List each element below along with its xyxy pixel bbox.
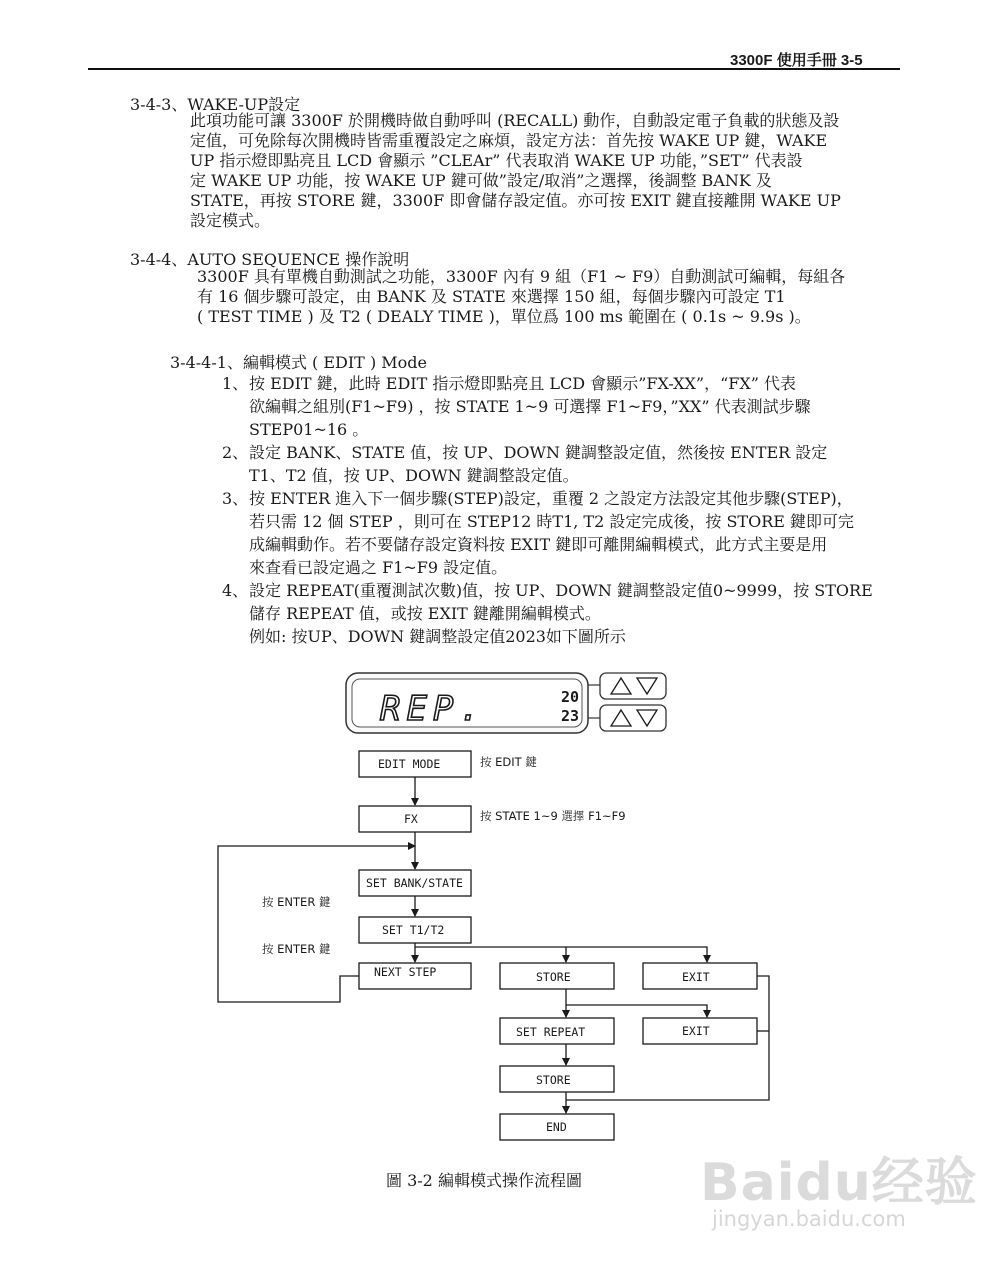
section-343-line: 定值，可免除每次開機時皆需重覆設定之麻煩，設定方法：首先按 WAKE UP 鍵，WAKE [190, 131, 828, 150]
section-343-line: 定 WAKE UP 功能，按 WAKE UP 鍵可做”設定/取消”之選擇，後調整 BANK 及 [190, 171, 772, 190]
flow-label-next-step: NEXT STEP [374, 965, 437, 979]
list-item-line: 設定 BANK、STATE 值，按 UP、DOWN 鍵調整設定值，然後按 ENTER 設定 [249, 443, 828, 462]
figure-caption: 圖 3-2 編輯模式操作流程圖 [386, 1171, 582, 1190]
lcd-display [346, 673, 666, 733]
list-item-line: 設定 REPEAT(重覆測試次數)值，按 UP、DOWN 鍵調整設定值0~9999，按 STORE [249, 581, 873, 600]
list-item-line: 例如: 按UP、DOWN 鍵調整設定值2023如下圖所示 [249, 627, 626, 646]
flow-label-set-t1t2: SET T1/T2 [382, 923, 445, 937]
list-item-number: 4、 [222, 581, 249, 600]
list-item-number: 2、 [222, 443, 249, 462]
section-343-heading: 3-4-3、WAKE-UP設定 [130, 95, 301, 114]
section-344-line: 3300F 具有單機自動測試之功能，3300F 內有 9 組（F1 ~ F9）自動測試可編輯，每組各 [197, 267, 846, 286]
lcd-top-digits: 20 [561, 688, 580, 706]
list-item-line: 欲編輯之組別(F1~F9) ，按 STATE 1~9 可選擇 F1~F9，”XX” 代表測試步驟 [249, 397, 811, 416]
section-3441-heading: 3-4-4-1、編輯模式 ( EDIT ) Mode [170, 353, 427, 372]
list-item-line: 儲存 REPEAT 值，或按 EXIT 鍵離開編輯模式。 [249, 604, 601, 623]
lcd-bottom-digits: 23 [561, 707, 580, 725]
flow-label-end: END [546, 1120, 567, 1134]
flow-label-store-1: STORE [536, 970, 571, 984]
flow-annotation-press-enter-2: 按 ENTER 鍵 [262, 942, 331, 956]
flow-label-store-2: STORE [536, 1073, 571, 1087]
flow-label-exit-2: EXIT [682, 1024, 710, 1038]
flow-annotation-press-edit: 按 EDIT 鍵 [480, 755, 537, 769]
list-item-line: 按 ENTER 進入下一個步驟(STEP)設定，重覆 2 之設定方法設定其他步驟(STEP)， [249, 489, 853, 508]
list-item-line: 成編輯動作。若不要儲存設定資料按 EXIT 鍵即可離開編輯模式，此方式主要是用 [249, 535, 828, 554]
list-item-line: T1、T2 值，按 UP、DOWN 鍵調整設定值。 [249, 466, 579, 485]
list-item-number: 3、 [222, 489, 249, 508]
section-344-line: 有 16 個步驟可設定，由 BANK 及 STATE 來選擇 150 組，每個步驟內可設定 T1 [197, 287, 786, 306]
watermark-logo: Baidu经验 [700, 1153, 978, 1213]
lcd-top-button-frame [600, 673, 666, 699]
section-343-line: UP 指示燈即點亮且 LCD 會顯示 ”CLEAr” 代表取消 WAKE UP 功能，”SET” 代表設 [190, 151, 803, 170]
flow-label-set-repeat: SET REPEAT [516, 1025, 586, 1039]
list-item-line: STEP01~16 。 [249, 420, 369, 439]
section-343-line: STATE，再按 STORE 鍵，3300F 即會儲存設定值。亦可按 EXIT 鍵直接離開 WAKE UP [190, 191, 841, 210]
flow-label-set-bank-state: SET BANK/STATE [366, 876, 463, 890]
section-343-line: 此項功能可讓 3300F 於開機時做自動呼叫 (RECALL) 動作，自動設定電子負載的狀態及設 [190, 111, 840, 130]
flow-annotation-press-enter-1: 按 ENTER 鍵 [262, 895, 331, 909]
list-item-line: 若只需 12 個 STEP ，則可在 STEP12 時T1, T2 設定完成後，按 STORE 鍵即可完 [249, 512, 855, 531]
list-item-line: 來查看已設定過之 F1~F9 設定值。 [249, 558, 508, 577]
section-343-line: 設定模式。 [190, 211, 271, 230]
section-344-heading: 3-4-4、AUTO SEQUENCE 操作說明 [130, 250, 410, 269]
flow-label-edit-mode: EDIT MODE [378, 757, 441, 771]
list-item-number: 1、 [222, 374, 249, 393]
flow-annotation-press-state: 按 STATE 1~9 選擇 F1~F9 [480, 809, 626, 823]
flow-label-fx: FX [404, 812, 418, 826]
lcd-bottom-button-frame [600, 705, 666, 731]
section-344-line: ( TEST TIME ) 及 T2 ( DEALY TIME )，單位爲 100 ms 範圍在 ( 0.1s ~ 9.9s )。 [197, 307, 811, 326]
flow-label-exit-1: EXIT [682, 970, 710, 984]
list-item-line: 按 EDIT 鍵，此時 EDIT 指示燈即點亮且 LCD 會顯示”FX-XX”，“FX” 代表 [249, 374, 797, 393]
page-header: 3300F 使用手冊 3-5 [730, 52, 863, 69]
watermark-url: jingyan.baidu.com [712, 1207, 906, 1231]
lcd-main-text: REP. [380, 689, 486, 729]
